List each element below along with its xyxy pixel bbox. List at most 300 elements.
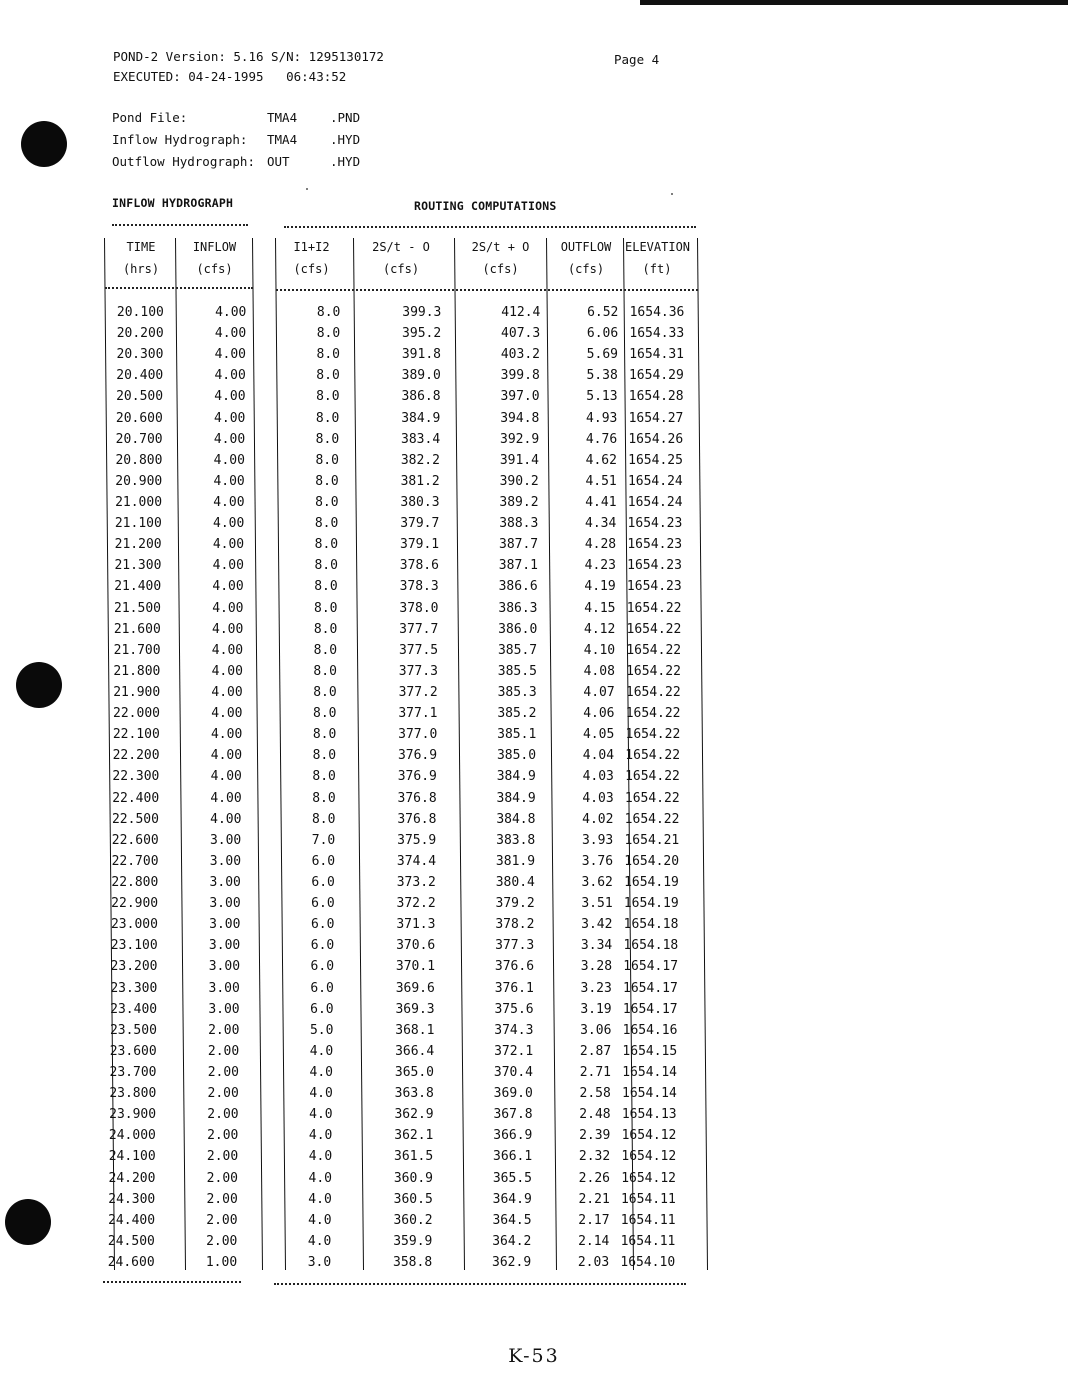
cell-inflow: 4.00 [210, 811, 242, 827]
cell-i1i2: 8.0 [316, 389, 340, 405]
cell-s_minus: 369.6 [395, 980, 435, 996]
cell-s_plus: 376.6 [494, 959, 535, 975]
cell-s_plus: 375.6 [494, 1001, 534, 1017]
cell-inflow: 4.00 [211, 706, 243, 722]
page-number: Page 4 [614, 52, 660, 67]
routing-computations-heading: ROUTING COMPUTATIONS [414, 199, 557, 213]
cell-inflow: 2.00 [207, 1043, 240, 1059]
cell-s_plus: 387.1 [498, 558, 538, 574]
cell-outflow: 4.28 [584, 537, 617, 553]
column-name-elevation: ELEVATION [625, 240, 691, 254]
cell-outflow: 2.58 [579, 1086, 611, 1102]
cell-time: 22.400 [112, 790, 160, 806]
cell-i1i2: 3.0 [307, 1255, 332, 1270]
executed-line: EXECUTED: 04-24-1995 06:43:52 [113, 69, 347, 84]
cell-elevation: 1654.22 [625, 706, 681, 722]
cell-s_minus: 368.1 [395, 1022, 435, 1038]
cell-outflow: 4.93 [586, 410, 618, 426]
cell-inflow: 1.00 [205, 1255, 238, 1270]
cell-s_minus: 370.1 [395, 959, 436, 975]
cell-inflow: 2.00 [206, 1233, 238, 1249]
cell-inflow: 4.00 [212, 600, 244, 616]
cell-outflow: 3.42 [581, 917, 613, 933]
cell-s_minus: 362.1 [394, 1128, 434, 1144]
cell-outflow: 3.19 [580, 1001, 612, 1017]
cell-i1i2: 8.0 [314, 516, 339, 532]
column-name-time: TIME [126, 240, 156, 254]
column-unit-i1i2: (cfs) [293, 262, 330, 276]
cell-outflow: 4.04 [582, 748, 615, 764]
cell-inflow: 3.00 [209, 917, 241, 933]
table-column-rule [252, 238, 263, 1270]
cell-s_minus: 359.9 [393, 1233, 433, 1249]
cell-elevation: 1654.23 [627, 558, 682, 574]
cell-inflow: 3.00 [209, 896, 241, 912]
cell-i1i2: 6.0 [310, 980, 334, 996]
cell-elevation: 1654.29 [628, 368, 684, 384]
cell-i1i2: 8.0 [315, 452, 339, 468]
cell-outflow: 3.51 [581, 896, 613, 912]
inflow-hydrograph-label: Inflow Hydrograph: [112, 132, 248, 147]
cell-elevation: 1654.24 [627, 473, 683, 489]
cell-s_minus: 377.0 [398, 727, 438, 743]
cell-time: 23.600 [109, 1043, 157, 1059]
cell-elevation: 1654.27 [628, 410, 684, 426]
cell-s_minus: 399.3 [402, 305, 442, 320]
cell-s_plus: 412.4 [501, 305, 541, 320]
cell-s_plus: 385.3 [497, 685, 537, 700]
cell-s_plus: 372.1 [494, 1043, 534, 1059]
cell-s_plus: 385.1 [497, 727, 537, 743]
cell-outflow: 4.06 [583, 706, 615, 722]
cell-inflow: 4.00 [210, 790, 242, 806]
cell-s_plus: 379.2 [495, 896, 535, 912]
cell-s_minus: 371.3 [396, 917, 436, 933]
cell-time: 20.900 [115, 473, 163, 489]
cell-outflow: 4.03 [582, 790, 614, 806]
cell-s_plus: 397.0 [500, 389, 540, 405]
cell-outflow: 3.23 [580, 980, 612, 996]
cell-s_minus: 380.3 [400, 495, 440, 510]
cell-s_minus: 384.9 [401, 410, 441, 426]
cell-elevation: 1654.22 [624, 790, 680, 806]
inflow-heading-rule [112, 224, 248, 226]
cell-s_minus: 366.4 [395, 1043, 435, 1059]
cell-i1i2: 8.0 [313, 663, 337, 679]
cell-time: 23.300 [110, 980, 158, 996]
cell-s_plus: 403.2 [500, 347, 540, 363]
cell-s_plus: 385.2 [497, 706, 537, 722]
cell-time: 23.900 [109, 1107, 157, 1123]
cell-elevation: 1654.12 [621, 1170, 676, 1186]
cell-inflow: 2.00 [207, 1086, 239, 1102]
column-header-inflow [178, 236, 251, 280]
cell-elevation: 1654.22 [625, 748, 681, 764]
cell-time: 21.400 [114, 579, 162, 595]
cell-inflow: 4.00 [214, 326, 247, 342]
cell-outflow: 4.34 [585, 516, 617, 532]
cell-time: 20.400 [116, 368, 164, 384]
cell-elevation: 1654.19 [623, 896, 679, 912]
inflow-bottom-rule [103, 1281, 241, 1283]
cell-i1i2: 4.0 [307, 1233, 332, 1249]
cell-outflow: 4.51 [585, 473, 617, 489]
pond-file-ext: .PND [330, 110, 361, 125]
cell-elevation: 1654.18 [623, 938, 679, 954]
cell-s_plus: 386.0 [498, 621, 538, 637]
cell-outflow: 2.48 [579, 1107, 611, 1123]
cell-i1i2: 4.0 [309, 1107, 333, 1123]
cell-s_minus: 377.7 [399, 621, 439, 637]
cell-s_minus: 376.9 [397, 769, 437, 785]
cell-s_minus: 386.8 [401, 389, 441, 405]
cell-time: 22.600 [111, 832, 159, 848]
cell-s_plus: 384.8 [496, 811, 536, 827]
cell-i1i2: 4.0 [308, 1191, 332, 1207]
column-header-s_plus [456, 236, 545, 280]
cell-s_plus: 378.2 [495, 917, 535, 933]
cell-outflow: 5.13 [586, 389, 618, 405]
cell-time: 23.400 [110, 1001, 158, 1017]
cell-elevation: 1654.23 [627, 537, 683, 553]
cell-elevation: 1654.28 [628, 389, 684, 405]
cell-i1i2: 4.0 [308, 1212, 332, 1228]
cell-i1i2: 8.0 [315, 431, 340, 447]
cell-s_plus: 385.7 [497, 642, 538, 658]
cell-s_plus: 369.0 [493, 1086, 533, 1102]
cell-elevation: 1654.18 [623, 917, 679, 933]
pond-file-label: Pond File: [112, 110, 188, 125]
cell-i1i2: 8.0 [313, 685, 337, 700]
cell-s_minus: 377.2 [398, 685, 438, 700]
outflow-hydrograph-row [112, 151, 412, 173]
cell-outflow: 4.19 [584, 579, 616, 595]
cell-i1i2: 4.0 [309, 1065, 334, 1080]
inflow-hydrograph-row [112, 129, 412, 151]
cell-s_plus: 383.8 [496, 832, 536, 848]
cell-inflow: 4.00 [214, 410, 246, 426]
cell-inflow: 4.00 [211, 685, 243, 700]
cell-s_plus: 380.4 [495, 875, 535, 890]
column-name-inflow: INFLOW [192, 240, 237, 254]
cell-time: 24.100 [108, 1149, 156, 1165]
cell-i1i2: 8.0 [312, 790, 336, 806]
cell-outflow: 4.62 [585, 452, 617, 468]
cell-s_minus: 378.6 [399, 558, 439, 574]
cell-s_plus: 366.9 [493, 1128, 533, 1144]
cell-time: 23.000 [110, 917, 158, 933]
file-info [112, 107, 412, 173]
cell-elevation: 1654.17 [623, 959, 679, 975]
cell-elevation: 1654.21 [624, 832, 680, 848]
cell-s_plus: 388.3 [499, 516, 539, 532]
cell-time: 24.000 [108, 1128, 156, 1144]
cell-elevation: 1654.23 [627, 516, 683, 532]
cell-s_minus: 378.0 [399, 600, 439, 616]
cell-s_minus: 391.8 [401, 347, 441, 363]
cell-elevation: 1654.12 [621, 1149, 677, 1165]
column-unit-inflow: (cfs) [196, 262, 233, 276]
cell-i1i2: 4.0 [308, 1128, 333, 1144]
cell-time: 21.600 [113, 621, 161, 637]
cell-i1i2: 4.0 [308, 1170, 332, 1186]
cell-s_minus: 360.9 [393, 1170, 433, 1186]
cell-s_plus: 364.9 [492, 1191, 532, 1207]
cell-elevation: 1654.11 [620, 1191, 676, 1207]
cell-i1i2: 6.0 [311, 853, 336, 869]
cell-s_minus: 361.5 [394, 1149, 434, 1165]
cell-time: 21.800 [113, 663, 161, 679]
cell-outflow: 3.28 [580, 959, 613, 975]
cell-i1i2: 6.0 [310, 959, 335, 975]
cell-s_minus: 360.2 [393, 1212, 433, 1228]
pond-file-name: TMA4 [267, 110, 298, 125]
cell-inflow: 2.00 [208, 1022, 240, 1038]
column-name-i1i2: I1+I2 [293, 240, 330, 254]
cell-inflow: 4.00 [210, 769, 242, 785]
cell-time: 22.300 [112, 769, 160, 785]
cell-elevation: 1654.36 [629, 305, 685, 320]
cell-elevation: 1654.33 [629, 326, 685, 342]
inflow-hydrograph-ext: .HYD [330, 132, 361, 147]
cell-s_plus: 367.8 [493, 1107, 533, 1123]
cell-inflow: 2.00 [207, 1128, 239, 1144]
cell-s_minus: 377.1 [398, 706, 438, 722]
cell-s_plus: 391.4 [499, 452, 539, 468]
cell-s_minus: 377.5 [398, 642, 439, 658]
cell-inflow: 3.00 [208, 959, 241, 975]
inflow-hydrograph-heading: INFLOW HYDROGRAPH [112, 196, 234, 210]
column-unit-time: (hrs) [122, 262, 160, 276]
column-name-s_plus: 2S/t + O [471, 240, 530, 254]
cell-time: 22.000 [113, 706, 160, 722]
cell-elevation: 1654.19 [624, 875, 679, 890]
cell-elevation: 1654.17 [623, 980, 678, 996]
cell-time: 22.500 [111, 811, 159, 827]
cell-outflow: 4.02 [582, 811, 614, 827]
cell-inflow: 4.00 [211, 642, 244, 658]
cell-time: 24.300 [108, 1191, 156, 1207]
punch-hole-bottom [5, 1199, 51, 1245]
cell-i1i2: 8.0 [316, 347, 340, 363]
cell-i1i2: 8.0 [311, 811, 336, 827]
cell-inflow: 2.00 [206, 1191, 238, 1207]
column-name-s_minus: 2S/t - O [372, 240, 430, 254]
inflow-hydrograph-name: TMA4 [267, 132, 298, 147]
cell-time: 20.800 [115, 452, 163, 468]
cell-inflow: 4.00 [213, 473, 245, 489]
cell-outflow: 5.69 [586, 347, 618, 363]
cell-s_plus: 364.5 [492, 1212, 532, 1228]
column-header-time [107, 236, 175, 280]
cell-i1i2: 8.0 [315, 495, 339, 510]
cell-s_minus: 375.9 [397, 832, 437, 848]
cell-s_minus: 360.5 [393, 1191, 433, 1207]
cell-i1i2: 4.0 [309, 1043, 334, 1059]
cell-inflow: 4.00 [214, 347, 246, 363]
cell-elevation: 1654.14 [622, 1086, 677, 1102]
cell-s_plus: 385.0 [496, 748, 537, 764]
cell-inflow: 3.00 [208, 938, 241, 954]
cell-time: 23.800 [109, 1086, 157, 1102]
cell-outflow: 5.38 [586, 368, 618, 384]
cell-inflow: 3.00 [209, 875, 241, 890]
cell-time: 21.200 [114, 537, 162, 553]
cell-elevation: 1654.10 [620, 1255, 676, 1270]
cell-inflow: 4.00 [210, 748, 243, 764]
cell-elevation: 1654.22 [626, 600, 682, 616]
cell-s_plus: 377.3 [495, 938, 535, 954]
cell-time: 24.400 [108, 1212, 156, 1228]
cell-inflow: 3.00 [208, 980, 240, 996]
cell-time: 20.600 [115, 410, 163, 426]
cell-s_minus: 377.3 [398, 663, 438, 679]
header-separator-routing [276, 289, 698, 291]
cell-time: 21.300 [114, 558, 162, 574]
cell-i1i2: 8.0 [313, 621, 338, 637]
cell-i1i2: 8.0 [314, 537, 339, 553]
cell-i1i2: 8.0 [312, 727, 337, 743]
cell-time: 23.200 [110, 959, 158, 975]
cell-s_minus: 369.3 [395, 1001, 435, 1017]
cell-elevation: 1654.22 [625, 727, 681, 743]
column-name-outflow: OUTFLOW [560, 240, 612, 254]
cell-time: 22.900 [111, 896, 159, 912]
cell-i1i2: 5.0 [309, 1022, 334, 1038]
cell-inflow: 4.00 [210, 727, 243, 743]
cell-s_minus: 389.0 [401, 368, 441, 384]
cell-outflow: 2.21 [578, 1191, 610, 1207]
cell-s_plus: 389.2 [499, 495, 539, 510]
cell-s_minus: 395.2 [402, 326, 442, 342]
cell-elevation: 1654.11 [620, 1212, 676, 1228]
cell-outflow: 2.71 [579, 1065, 612, 1080]
cell-elevation: 1654.25 [628, 452, 683, 468]
cell-inflow: 3.00 [208, 1001, 240, 1017]
cell-inflow: 4.00 [213, 452, 245, 468]
cell-s_plus: 365.5 [492, 1170, 532, 1186]
cell-inflow: 4.00 [213, 516, 245, 532]
cell-s_plus: 399.8 [500, 368, 540, 384]
cell-time: 23.100 [110, 938, 158, 954]
cell-i1i2: 8.0 [315, 473, 339, 489]
column-unit-s_minus: (cfs) [382, 262, 420, 276]
cell-s_plus: 362.9 [492, 1255, 532, 1270]
cell-i1i2: 8.0 [314, 558, 338, 574]
cell-elevation: 1654.22 [626, 642, 682, 658]
cell-s_plus: 374.3 [494, 1022, 534, 1038]
cell-outflow: 3.76 [581, 853, 614, 869]
cell-inflow: 2.00 [207, 1107, 239, 1123]
cell-i1i2: 6.0 [311, 875, 335, 890]
cell-elevation: 1654.11 [620, 1233, 676, 1249]
cell-s_minus: 370.6 [396, 938, 436, 954]
cell-inflow: 4.00 [212, 621, 244, 637]
cell-s_minus: 376.8 [397, 790, 437, 806]
cell-s_minus: 365.0 [394, 1065, 435, 1080]
cell-outflow: 3.06 [580, 1022, 612, 1038]
cell-time: 20.500 [116, 389, 164, 405]
cell-inflow: 4.00 [213, 495, 245, 510]
cell-inflow: 3.00 [209, 832, 242, 848]
cell-time: 22.800 [111, 875, 159, 890]
cell-outflow: 2.26 [578, 1170, 610, 1186]
cell-elevation: 1654.31 [629, 347, 684, 363]
cell-inflow: 4.00 [212, 579, 244, 595]
cell-i1i2: 6.0 [311, 896, 335, 912]
cell-outflow: 6.06 [586, 326, 619, 342]
cell-inflow: 4.00 [212, 558, 244, 574]
cell-s_plus: 394.8 [500, 410, 540, 426]
cell-time: 22.700 [111, 853, 159, 869]
cell-time: 20.200 [116, 326, 164, 342]
column-header-i1i2 [278, 236, 345, 280]
scan-speck [306, 188, 308, 190]
cell-elevation: 1654.22 [625, 769, 680, 785]
cell-inflow: 4.00 [212, 537, 245, 553]
cell-s_plus: 392.9 [500, 431, 540, 447]
scan-speck [671, 193, 673, 195]
cell-i1i2: 7.0 [311, 832, 336, 848]
cell-inflow: 2.00 [207, 1065, 240, 1080]
cell-time: 24.500 [107, 1233, 155, 1249]
cell-s_plus: 385.5 [497, 663, 537, 679]
cell-elevation: 1654.24 [627, 495, 683, 510]
cell-outflow: 4.07 [583, 685, 615, 700]
cell-s_minus: 362.9 [394, 1107, 434, 1123]
cell-s_minus: 378.3 [399, 579, 439, 595]
cell-i1i2: 8.0 [312, 748, 337, 764]
cell-outflow: 4.15 [584, 600, 616, 616]
cell-elevation: 1654.22 [624, 811, 680, 827]
cell-i1i2: 6.0 [310, 1001, 334, 1017]
cell-i1i2: 8.0 [315, 410, 340, 426]
cell-outflow: 2.39 [579, 1128, 611, 1144]
cell-inflow: 4.00 [214, 368, 246, 384]
cell-i1i2: 8.0 [313, 642, 338, 658]
cell-s_minus: 382.2 [400, 452, 440, 468]
cell-time: 24.600 [107, 1255, 155, 1270]
cell-s_plus: 407.3 [501, 326, 541, 342]
routing-bottom-rule [274, 1283, 686, 1285]
cell-time: 20.300 [116, 347, 164, 363]
cell-time: 21.100 [114, 516, 162, 532]
cell-elevation: 1654.26 [628, 431, 684, 447]
cell-inflow: 4.00 [213, 431, 246, 447]
cell-i1i2: 4.0 [309, 1086, 333, 1102]
cell-i1i2: 8.0 [316, 368, 340, 384]
cell-inflow: 3.00 [209, 853, 242, 869]
cell-i1i2: 8.0 [316, 326, 341, 342]
cell-s_plus: 366.1 [493, 1149, 533, 1165]
outflow-hydrograph-label: Outflow Hydrograph: [112, 154, 255, 169]
cell-outflow: 2.87 [579, 1043, 612, 1059]
cell-s_minus: 373.2 [396, 875, 436, 890]
cell-elevation: 1654.20 [624, 853, 680, 869]
cell-s_plus: 386.3 [498, 600, 538, 616]
cell-s_plus: 387.7 [499, 537, 539, 553]
column-unit-outflow: (cfs) [567, 262, 605, 276]
cell-outflow: 2.32 [578, 1149, 611, 1165]
table-column-rule [697, 238, 708, 1270]
cell-elevation: 1654.22 [625, 685, 681, 700]
cell-outflow: 4.41 [585, 495, 617, 510]
cell-i1i2: 6.0 [310, 917, 335, 933]
cell-outflow: 3.62 [581, 875, 613, 890]
punch-hole-middle [16, 662, 62, 708]
cell-time: 20.100 [116, 305, 164, 320]
cell-i1i2: 8.0 [316, 305, 341, 320]
